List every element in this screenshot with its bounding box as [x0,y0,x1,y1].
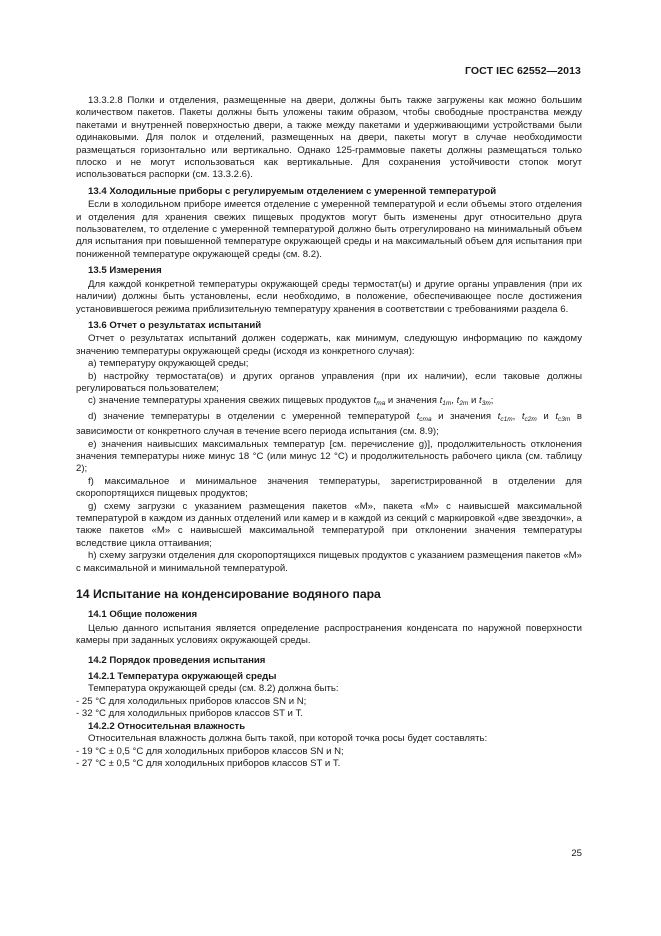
heading-13-5: 13.5 Измерения [88,265,162,277]
list-item-d-text: и значения [431,410,498,422]
heading-14-2-2: 14.2.2 Относительная влажность [88,720,246,732]
line-14-2-1-c: - 32 °С для холодильных приборов классов ST и Т. [76,708,303,720]
list-item-g: g) схему загрузки с указанием размещения пакетов «М», пакета «М» с наивысшей максимальной температурой в каждом из данных отделений или камер и в каждой из секций с маркировкой «две звездочки», а также пакетов «М» с наивысшей максимальной температурой при отклонении значения температуры вследствие цикла оттаивания; [76,500,582,549]
paragraph-13-6-intro: Отчет о результатах испытаний должен содержать, как минимум, следующую информацию по каждому значению температуры окружающей среды (исходя из конкретного случая): [76,333,582,357]
symbol-t: t [479,395,482,407]
list-item-c-text: и значения [385,395,440,407]
list-item-d-text: в зависимости от конкретного случая в течение всего периода испытания (см. 8.9); [76,410,582,438]
separator: и [536,410,556,422]
heading-14-1: 14.1 Общие положения [88,609,198,621]
paragraph-14-1: Целью данного испытания является определение распространения конденсата по наружной поверхности камеры при заданных условиях окружающей среды. [76,622,582,647]
list-item-e: e) значения наивысших максимальных температур [см. перечисление g)], продолжительность отклонения значения температуры ниже минус 18 °С (или минус 12 °С) и продолжительность рабочего цикла (см. таблицу 2); [76,438,582,475]
list-item-b: b) настройку термостата(ов) и других органов управления (при их наличии), если таковые должны регулироваться пользователем; [76,370,582,394]
paragraph-13-3-2-8: 13.3.2.8 Полки и отделения, размещенные на двери, должны быть также загружены как можно большим количеством пакетов. Пакеты должны быть уложены таким образом, чтобы свободные пространства между пакетами и внутренней поверхностью двери, а также между пакетами и удерживающими устройствами были одинаковыми. Для полок и отделений, размещенных на двери, пакеты могут в случае необходимости размещаться горизонтально или вертикально. Однако 125-граммовые пакеты должны размещаться только плоско и не могут использоваться как вертикальные. Для сохранения устойчивости стопок могут использоваться распорки (см. 13.3.2.6). [76,95,582,181]
document-id: ГОСТ IEC 62552—2013 [464,65,581,77]
line-14-2-1-b: - 25 °С для холодильных приборов классов SN и N; [76,695,307,707]
list-item-f: f) максимальное и минимальное значения температуры, зарегистрированной в отделении для скоропортящихся пищевых продуктов; [76,475,582,500]
symbol-t: t [373,395,377,407]
list-item-d-text: d) значение температуры в отделении с умеренной температурой [88,410,417,422]
line-14-2-2-b: - 19 °С ± 0,5 °С для холодильных приборов классов SN и N; [76,745,344,757]
subscript: c1m [500,415,513,423]
subscript: 1m [442,400,452,408]
separator: , [512,410,522,422]
list-item-d [76,411,582,439]
line-14-2-2-c: - 27 °С ± 0,5 °С для холодильных приборов классов ST и Т. [76,757,341,769]
subscript: ma [376,400,386,408]
list-item-c [76,395,582,410]
symbol-t: t [521,410,525,422]
document-body [76,95,582,770]
separator: ; [490,395,494,407]
heading-13-4: 13.4 Холодильные приборы с регулируемым отделением с умеренной температурой [88,185,497,197]
page-number: 25 [571,848,582,859]
paragraph-13-5: Для каждой конкретной температуры окружающей среды термостат(ы) и другие органы управления (при их наличии) должны быть установлены, если необходимо, в положение, обеспечивающее после достижения установившегося режима приблизительную температуру хранения в соответствии с требованиями раздела 6. [76,278,582,315]
subscript: cma [419,415,432,423]
list-item-a: a) температуру окружающей среды; [88,358,249,370]
heading-13-6: 13.6 Отчет о результатах испытаний [88,319,262,331]
subscript: 3m [481,400,491,408]
list-item-h: h) схему загрузки отделения для скоропортящихся пищевых продуктов с указанием размещения пакетов «М» с максимальной и минимальной температурой. [76,550,582,574]
symbol-t: t [497,410,501,422]
heading-14-2: 14.2 Порядок проведения испытания [88,654,266,666]
symbol-t: t [439,395,443,407]
symbol-t: t [456,395,460,407]
paragraph-13-4: Если в холодильном приборе имеется отделение с умеренной температурой и если объемы этого отделения и отделения для хранения свежих пищевых продуктов могут быть изменены друг относительно друга пользователем, то отделение с умеренной температурой должно быть отрегулировано на минимальный объем для испытания при повышенной температуре окружающей среды и на максимальный объем для испытания при пониженной температуре окружающей среды (см. 8.2). [76,199,582,260]
symbol-t: t [416,410,420,422]
subscript: c2m [524,415,537,423]
heading-14: 14 Испытание на конденсирование водяного пара [76,587,381,602]
heading-14-2-1: 14.2.1 Температура окружающей среды [88,671,277,683]
symbol-t: t [555,410,559,422]
list-item-c-text: c) значение температуры хранения свежих пищевых продуктов [88,395,374,407]
subscript: 2m [459,400,469,408]
line-14-2-1-a: Температура окружающей среды (см. 8.2) должна быть: [88,683,339,695]
subscript: c3m [558,415,571,423]
line-14-2-2-a: Относительная влажность должна быть такой, при которой точка росы будет составлять: [88,733,488,745]
separator: и [468,395,480,407]
separator: , [451,395,457,407]
